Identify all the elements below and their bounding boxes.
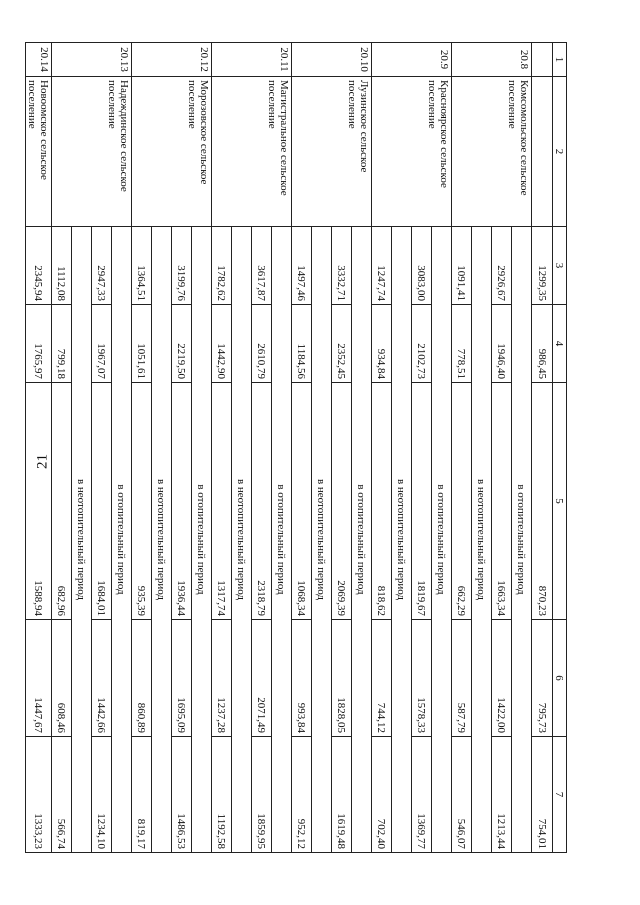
value-cell: 2318,79: [252, 383, 272, 620]
value-cell: 818,62: [372, 383, 392, 620]
value-cell: 1299,35: [532, 227, 553, 305]
value-cell: 1946,40: [492, 305, 512, 383]
value-cell: 702,40: [372, 737, 392, 853]
value-cell: 1112,08: [52, 227, 72, 305]
value-cell: 1369,77: [412, 737, 432, 853]
value-cell: 1619,48: [332, 737, 352, 853]
value-cell: 1317,74: [212, 383, 232, 620]
row-number: 20.8: [452, 43, 532, 77]
value-cell: 2219,50: [172, 305, 192, 383]
settlement-name: Новоомское сельское поселение: [26, 77, 52, 227]
settlement-name: Морозовское сельское поселение: [132, 77, 212, 227]
value-cell: 2947,33: [92, 227, 112, 305]
value-cell: 1234,10: [92, 737, 112, 853]
value-cell: 1091,41: [452, 227, 472, 305]
value-cell: 2071,49: [252, 620, 272, 737]
value-cell: 2926,67: [492, 227, 512, 305]
column-header: 5: [553, 383, 567, 620]
column-header: 4: [553, 305, 567, 383]
value-cell: 1663,34: [492, 383, 512, 620]
value-cell: 1486,53: [172, 737, 192, 853]
period-label: в неотопительный период: [152, 227, 172, 853]
settlement-name: Надеждинское сельское поселение: [52, 77, 132, 227]
value-cell: 754,01: [532, 737, 553, 853]
value-cell: 1247,74: [372, 227, 392, 305]
value-cell: 860,89: [132, 620, 152, 737]
tariff-table: [25, 42, 567, 853]
column-header: 7: [553, 737, 567, 853]
period-label: в неотопительный период: [72, 227, 92, 853]
period-label: в отопительный период: [352, 227, 372, 853]
value-cell: 1184,56: [292, 305, 312, 383]
value-cell: 819,17: [132, 737, 152, 853]
value-cell: 1588,94: [26, 383, 52, 620]
column-header: 2: [553, 77, 567, 227]
period-label: в отопительный период: [192, 227, 212, 853]
period-label: в отопительный период: [272, 227, 292, 853]
value-cell: 3617,87: [252, 227, 272, 305]
rotated-table-container: [26, 42, 567, 852]
value-cell: 795,73: [532, 620, 553, 737]
period-row: [352, 43, 372, 853]
value-cell: 1068,34: [292, 383, 312, 620]
period-label: в неотопительный период: [472, 227, 492, 853]
value-cell: 1765,97: [26, 305, 52, 383]
value-cell: 799,18: [52, 305, 72, 383]
value-cell: 935,39: [132, 383, 152, 620]
value-cell: 2102,73: [412, 305, 432, 383]
value-cell: 1447,67: [26, 620, 52, 737]
value-cell: 1051,61: [132, 305, 152, 383]
value-cell: 587,79: [452, 620, 472, 737]
table-row: [532, 43, 553, 853]
value-cell: 1782,62: [212, 227, 232, 305]
table-row: [26, 43, 52, 853]
row-number: 20.13: [52, 43, 132, 77]
value-cell: 934,84: [372, 305, 392, 383]
value-cell: 1364,51: [132, 227, 152, 305]
value-cell: 778,51: [452, 305, 472, 383]
value-cell: 1828,05: [332, 620, 352, 737]
settlement-name: Магистральное сельское поселение: [212, 77, 292, 227]
value-cell: 1967,07: [92, 305, 112, 383]
value-cell: 1192,58: [212, 737, 232, 853]
table-body: [26, 43, 553, 853]
header-row: [553, 43, 567, 853]
value-cell: 1695,09: [172, 620, 192, 737]
period-label: в неотопительный период: [392, 227, 412, 853]
settlement-name: Комсомольское сельское поселение: [452, 77, 532, 227]
period-label: в отопительный период: [112, 227, 132, 853]
value-cell: 1819,67: [412, 383, 432, 620]
row-number: [532, 43, 553, 77]
value-cell: 3332,71: [332, 227, 352, 305]
period-row: [112, 43, 132, 853]
column-header: 3: [553, 227, 567, 305]
value-cell: 1422,00: [492, 620, 512, 737]
value-cell: 870,23: [532, 383, 553, 620]
value-cell: 682,96: [52, 383, 72, 620]
value-cell: 1442,66: [92, 620, 112, 737]
period-row: [272, 43, 292, 853]
settlement-name: Красноярское сельское поселение: [372, 77, 452, 227]
row-number: 20.14: [26, 43, 52, 77]
period-label: в отопительный период: [512, 227, 532, 853]
value-cell: 3083,00: [412, 227, 432, 305]
column-header: 6: [553, 620, 567, 737]
value-cell: 1578,33: [412, 620, 432, 737]
value-cell: 3199,76: [172, 227, 192, 305]
value-cell: 1237,28: [212, 620, 232, 737]
period-label: в отопительный период: [432, 227, 452, 853]
period-row: [192, 43, 212, 853]
settlement-name: Лузинское сельское поселение: [292, 77, 372, 227]
period-label: в неотопительный период: [312, 227, 332, 853]
row-number: 20.11: [212, 43, 292, 77]
value-cell: 546,07: [452, 737, 472, 853]
column-header: 1: [553, 43, 567, 77]
value-cell: 993,84: [292, 620, 312, 737]
value-cell: 662,29: [452, 383, 472, 620]
value-cell: 986,45: [532, 305, 553, 383]
period-label: в неотопительный период: [232, 227, 252, 853]
row-number: 20.12: [132, 43, 212, 77]
row-number: 20.9: [372, 43, 452, 77]
settlement-name: [532, 77, 553, 227]
period-row: [432, 43, 452, 853]
value-cell: 952,12: [292, 737, 312, 853]
value-cell: 744,12: [372, 620, 392, 737]
value-cell: 1936,44: [172, 383, 192, 620]
value-cell: 2069,39: [332, 383, 352, 620]
page-number: 21: [34, 454, 51, 469]
value-cell: 1859,95: [252, 737, 272, 853]
value-cell: 1333,23: [26, 737, 52, 853]
period-row: [512, 43, 532, 853]
value-cell: 1684,01: [92, 383, 112, 620]
row-number: 20.10: [292, 43, 372, 77]
value-cell: 2345,94: [26, 227, 52, 305]
value-cell: 2610,79: [252, 305, 272, 383]
value-cell: 1497,46: [292, 227, 312, 305]
value-cell: 2352,45: [332, 305, 352, 383]
value-cell: 1213,44: [492, 737, 512, 853]
value-cell: 1442,90: [212, 305, 232, 383]
value-cell: 566,74: [52, 737, 72, 853]
value-cell: 608,46: [52, 620, 72, 737]
